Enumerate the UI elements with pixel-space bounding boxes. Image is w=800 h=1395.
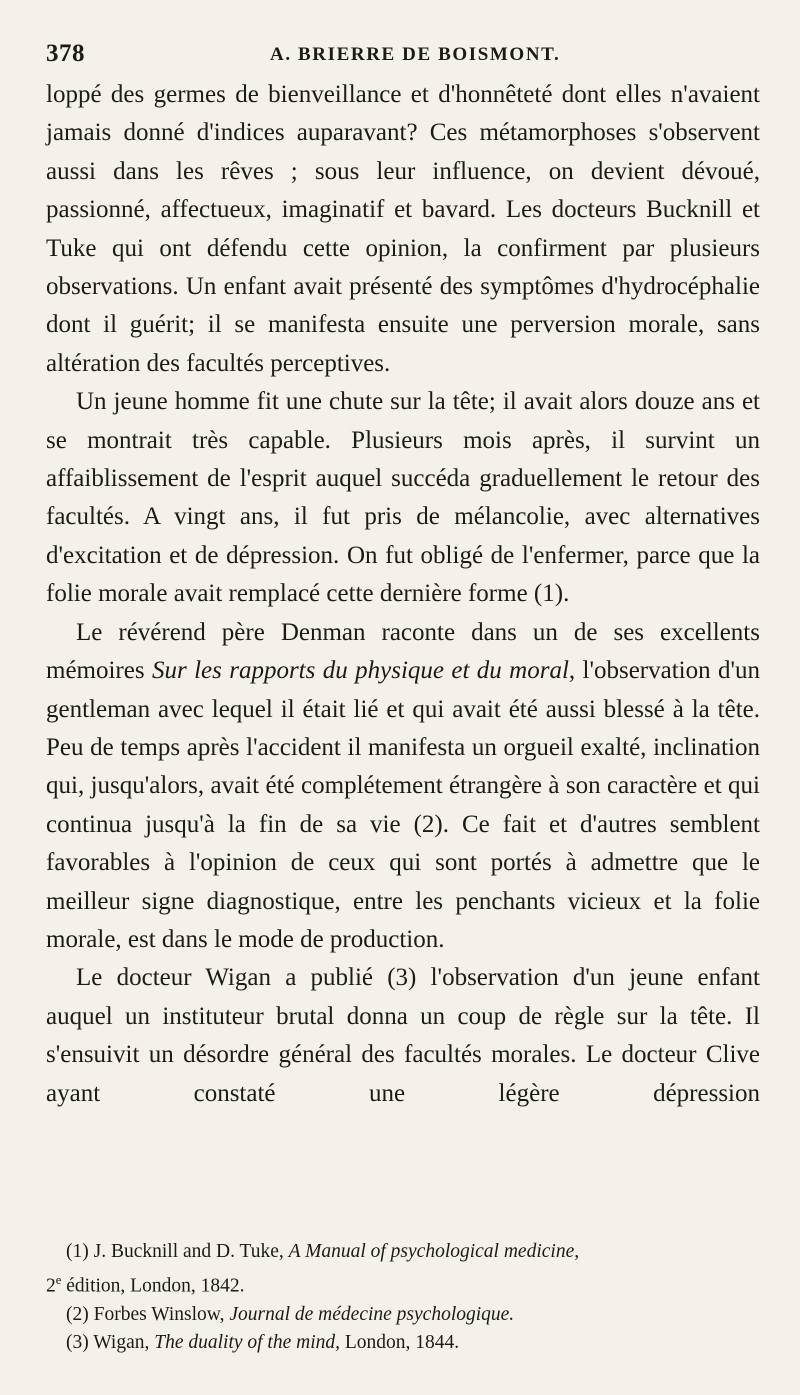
footnote-3-title: The duality of the mind, xyxy=(154,1331,341,1353)
footnote-2-mark: (2) xyxy=(66,1303,89,1325)
footnote-2 xyxy=(46,1301,760,1329)
page-number: 378 xyxy=(46,40,85,67)
paragraph-1: loppé des germes de bienveillance et d'honnêteté dont elles n'avaient jamais donné d'indices auparavant? Ces métamorphoses s'observent aussi dans les rêves ; sous leur influence, on devient dévoué, passionné, affectueux, imaginatif et bavard. Les docteurs Bucknill et Tuke qui ont défendu cette opinion, la confirment par plusieurs observations. Un enfant avait présenté des symptômes d'hydrocéphalie dont il guérit; il se manifesta ensuite une perversion morale, sans altération des facultés perceptives. xyxy=(46,81,760,377)
footnote-1-title: A Manual of psychological medicine, xyxy=(288,1241,580,1262)
paragraph-2: Un jeune homme fit une chute sur la tête; il avait alors douze ans et se montrait très capable. Plusieurs mois après, il survint un affaiblissement de l'esprit auquel succéda graduellement le retour des facultés. A vingt ans, il fut pris de mélancolie, avec alternatives d'excitation et de dépression. On fut obligé de l'enfermer, parce que la folie morale avait remplacé cette dernière forme (1). xyxy=(46,388,760,608)
running-title: A. BRIERRE DE BOISMONT. xyxy=(270,44,561,65)
paragraph-3-text-b: , l'observation d'un gentleman avec lequel il était lié et qui avait été aussi blessé à la tête. Peu de temps après l'accident il manifesta un orgueil exalté, inclination qui, jusqu'alors, avait été complétement étrangère à son caractère et qui continua jusqu'à la fin de sa vie (2). Ce fait et d'autres semblent favorables à l'opinion de ceux qui sont portés à admettre que le meilleur signe diagnostique, entre les penchants vicieux et la folie morale, est dans le mode de production. xyxy=(46,657,760,953)
footnote-2-title: Journal de médecine psychologique. xyxy=(229,1303,515,1325)
paragraph-3-text-a: Le révérend père Denman raconte dans un de ses excellents mémoires xyxy=(46,618,760,685)
paragraph-4: Le docteur Wigan a publié (3) l'observation d'un jeune enfant auquel un instituteur brutal donna un coup de règle sur la tête. Il s'ensuivit un désordre général des facultés morales. Le docteur Clive ayant constaté une légère dépression xyxy=(46,964,760,1107)
footnote-3-mark: (3) xyxy=(66,1331,89,1353)
footnote-1-edition: 2e édition, London, 1842. xyxy=(46,1273,245,1297)
footnote-2-author: Forbes Winslow, xyxy=(93,1303,230,1325)
running-head xyxy=(46,40,760,70)
footnote-3 xyxy=(46,1329,760,1357)
footnote-3-author: Wigan, xyxy=(93,1331,155,1353)
footnote-1-mark: (1) xyxy=(66,1241,89,1262)
paragraph-3 xyxy=(46,614,760,960)
footnote-1-author: J. Bucknill and D. Tuke, xyxy=(93,1241,289,1262)
body-text xyxy=(46,76,760,1113)
footnotes xyxy=(46,1238,760,1357)
footnote-1 xyxy=(46,1238,760,1301)
footnote-3-place: London, 1844. xyxy=(340,1331,460,1353)
paragraph-3-title: Sur les rapports du physique et du moral xyxy=(151,657,569,685)
